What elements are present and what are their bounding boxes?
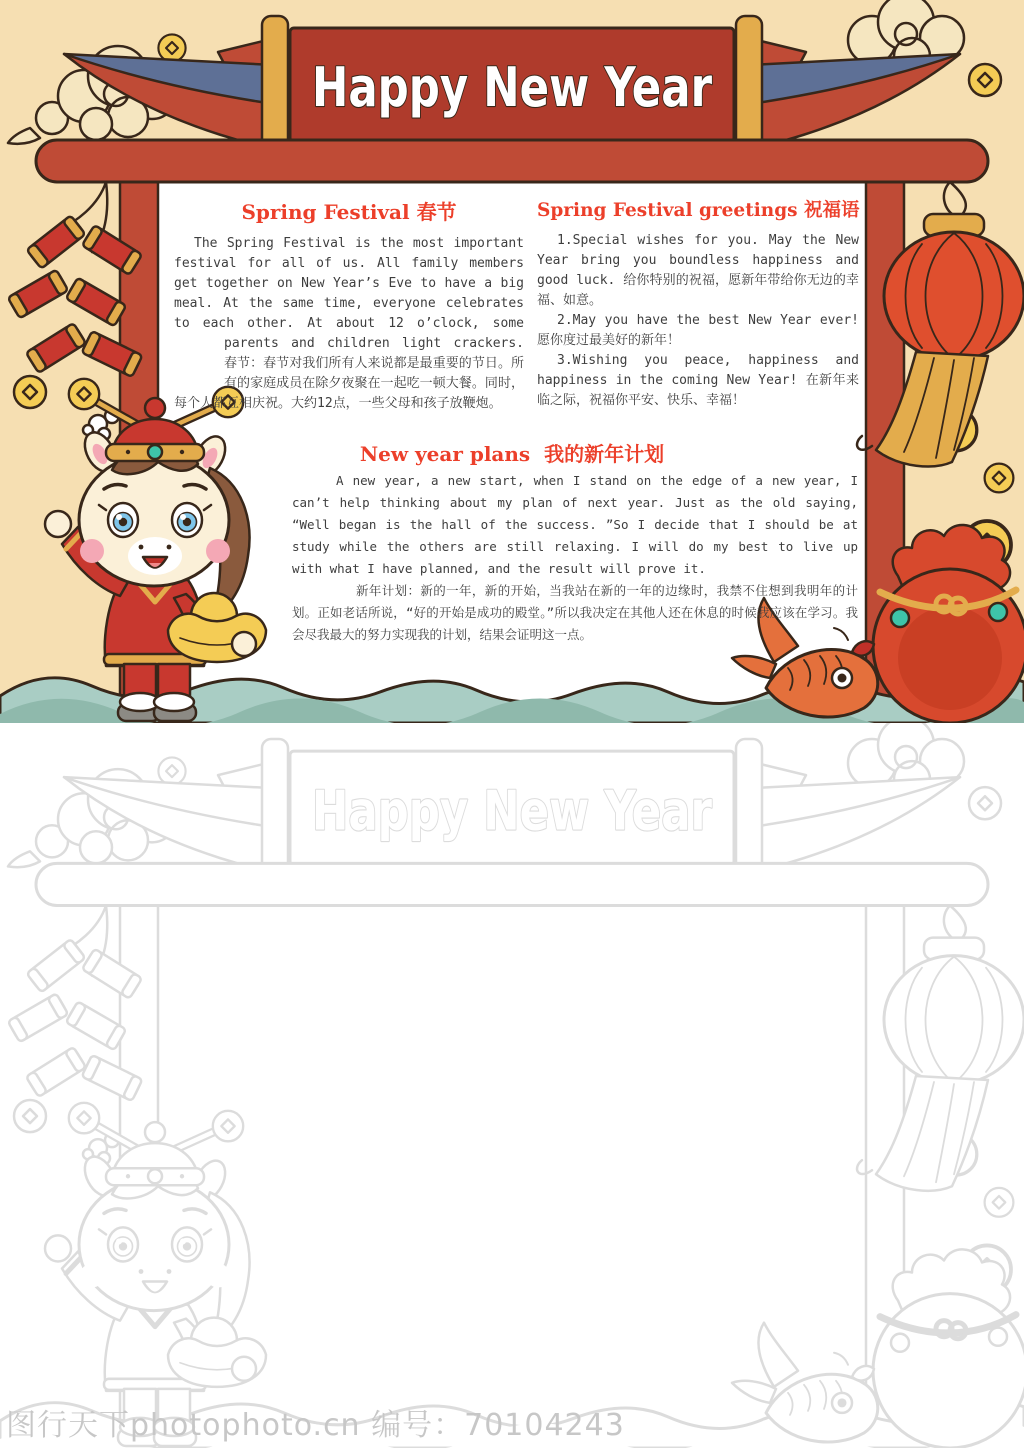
greeting-item-en: 3.Wishing you peace, happiness and happiness in the coming New Year! [537,353,859,388]
greeting-item-zh: 愿你度过最美好的新年！ [537,333,681,348]
greeting-item [537,311,859,351]
article-body-zh: 春节：春节对我们所有人来说都是最重要的节日。所有的家庭成员在除夕夜聚在一起吃一顿大餐。同时，每个人都互相庆祝。大约12点，一些父母和孩子放鞭炮。 [174,356,524,411]
lineart-template [0,723,1024,1448]
greeting-item-zh: 在新年来临之际，祝福你平安、快乐、幸福！ [537,373,859,408]
article-spring-festival [174,196,524,414]
article-title-en: Spring Festival greetings [537,200,798,221]
article-new-year-plans [292,470,858,646]
article-body-en: The Spring Festival is the most important festival for all of us. All family members get together on New Year’s Eve to have a big meal. At the same time, everyone celebrates to each other. At about 12 o’clock, some parents and children light crackers. [174,236,524,351]
article-title [537,196,859,222]
greeting-item-en: 1.Special wishes for you. May the New Year bring you boundless happiness and good luck. [537,233,859,288]
greeting-item [537,351,859,411]
article-title [174,196,524,225]
articles [0,0,1024,723]
text-wrap-spacer [174,334,224,394]
article-title-zh: 祝福语 [804,200,860,221]
article-greetings [537,196,859,411]
article-body [174,234,524,414]
article-title-en: Spring Festival [241,200,410,224]
greeting-item [537,231,859,311]
article-title [160,438,864,467]
watermark: 图行天下photophoto.cn 编号：70104243 [6,1408,625,1443]
article-title-zh: 我的新年计划 [544,442,665,466]
article-body-zh: 新年计划：新的一年，新的开始，当我站在新的一年的边缘时，我禁不住想到我明年的计划。正如老话所说，“好的开始是成功的殿堂。”所以我决定在其他人还在休息的时候我应该在学习。我会尽我最大的努力实现我的计划，结果会证明这一点。 [292,583,858,642]
article-title-zh: 春节 [416,200,457,224]
colored-poster [0,0,1024,723]
greeting-item-zh: 给你特别的祝福，愿新年带给你无边的幸福、如意。 [537,273,859,308]
greeting-item-en: 2.May you have the best New Year ever! [557,313,859,328]
article-body-en: A new year, a new start, when I stand on the edge of a new year, I can’t help thinking about my plan of next year. Just as the old saying, “Well began is the hall of the success. ”So I decide that I should be at study while the others are still relaxing. I will do my best to live up with what I have planned, and the result will prove it. [292,473,858,576]
article-title-en: New year plans [359,442,531,466]
